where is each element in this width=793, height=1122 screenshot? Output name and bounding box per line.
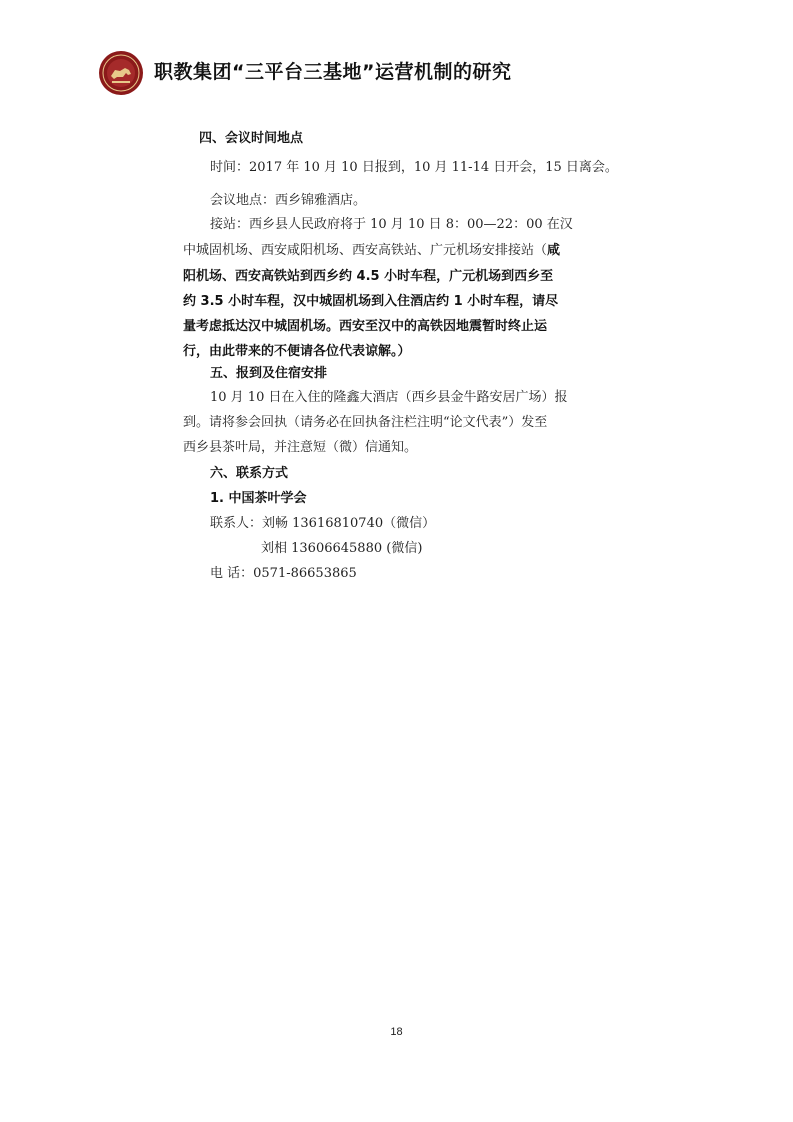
contact-organization: 1. 中国茶叶学会 [210, 491, 307, 506]
section-6-heading: 六、联系方式 [210, 466, 289, 481]
pickup-line-5: 量考虑抵达汉中城固机场。西安至汉中的高铁因地震暂时终止运 [183, 319, 548, 334]
contact-phone: 电 话：0571-86653865 [210, 566, 357, 581]
pickup-line-3: 阳机场、西安高铁站到西乡约 4.5 小时车程，广元机场到西乡至 [183, 269, 554, 284]
pickup-line-2-bold: 咸 [547, 243, 561, 258]
pickup-line-2-text: 中城固机场、西安咸阳机场、西安高铁站、广元机场安排接站（ [183, 243, 548, 258]
checkin-line-3: 西乡县茶叶局，并注意短（微）信通知。 [183, 440, 418, 455]
checkin-line-1: 10 月 10 日在入住的隆鑫大酒店（西乡县金牛路安居广场）报 [210, 390, 568, 405]
institution-logo [98, 50, 144, 96]
page-number: 18 [390, 1026, 403, 1038]
pickup-line-6: 行，由此带来的不便请各位代表谅解。） [183, 344, 411, 359]
pickup-line-2 [183, 239, 560, 258]
meeting-time: 时间：2017 年 10 月 10 日报到，10 月 11-14 日开会，15 日离会。 [210, 160, 618, 175]
document-header-title: 职教集团“三平台三基地”运营机制的研究 [154, 61, 512, 83]
pickup-line-1: 接站：西乡县人民政府将于 10 月 10 日 8：00—22：00 在汉 [210, 217, 573, 232]
section-4-heading: 四、会议时间地点 [199, 131, 304, 146]
checkin-line-2: 到。请将参会回执（请务必在回执备注栏注明“论文代表”）发至 [183, 415, 548, 430]
contact-person-1: 联系人：刘畅 13616810740（微信） [210, 516, 436, 531]
section-5-heading: 五、报到及住宿安排 [210, 366, 328, 381]
page-header [98, 48, 698, 100]
pickup-line-4: 约 3.5 小时车程，汉中城固机场到入住酒店约 1 小时车程，请尽 [183, 294, 559, 309]
contact-person-2: 刘相 13606645880 (微信) [261, 541, 423, 556]
meeting-venue: 会议地点：西乡锦雅酒店。 [210, 193, 367, 208]
